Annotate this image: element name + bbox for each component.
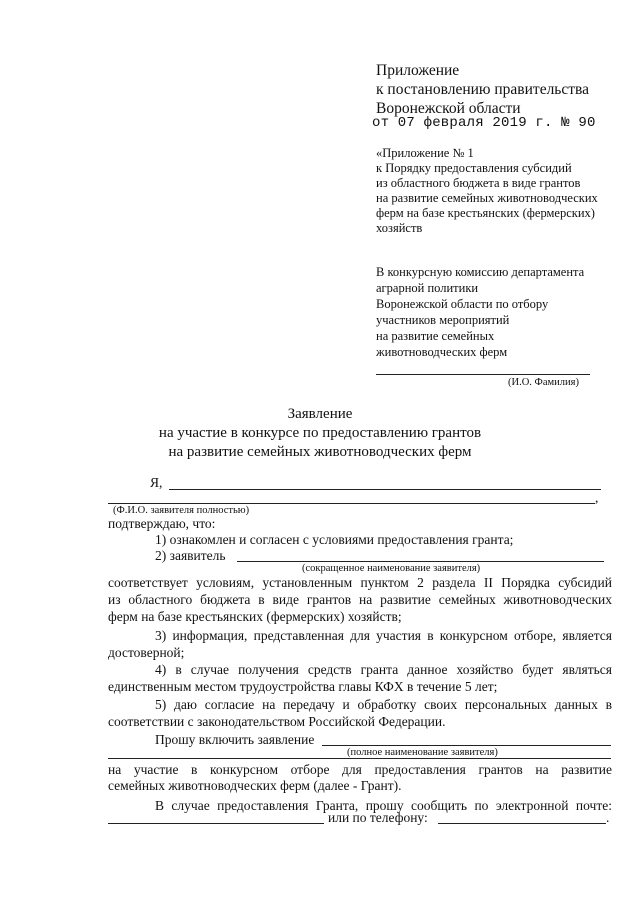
annex-label: Приложение: [376, 62, 460, 79]
annex-line: к Порядку предоставления субсидий: [376, 161, 572, 175]
annex-line: хозяйств: [376, 221, 423, 235]
point-2-text: ферм на базе крестьянских (фермерских) хозяйств;: [108, 609, 402, 624]
addressee-line: участников мероприятий: [376, 313, 510, 327]
point-1: 1) ознакомлен и согласен с условиями предоставления гранта;: [155, 532, 514, 547]
region-name: Воронежской области: [376, 100, 521, 117]
annex-line: на развитие семейных животноводческих: [376, 191, 598, 205]
applicant-name-field[interactable]: [169, 489, 601, 490]
period: .: [606, 810, 610, 825]
point-2-text: из областного бюджета в виде грантов на развитие семейных животноводческих: [108, 592, 612, 607]
document-subtitle: на участие в конкурсе по предоставлению грантов: [158, 425, 482, 441]
ya-label: Я,: [150, 475, 163, 490]
short-name-caption: (сокращенное наименование заявителя): [302, 563, 481, 574]
point-4-text: 4) в случае получения средств гранта данное хозяйство будет являться: [155, 662, 612, 677]
grant-case-text: В случае предоставления Гранта, прошу сообщить по электронной почте:: [155, 798, 612, 813]
point-3-text: 3) информация, представленная для участия в конкурсном отборе, является: [155, 628, 612, 643]
annex-line: из областного бюджета в виде грантов: [376, 176, 581, 190]
participation-text: на участие в конкурсном отборе для предоставления грантов на развитие: [108, 762, 612, 777]
full-name-field-continuation[interactable]: [108, 758, 611, 759]
participation-text: семейных животноводческих ферм (далее - Грант).: [108, 778, 402, 793]
addressee-line: В конкурсную комиссию департамента: [376, 265, 585, 279]
or-phone-label: или по телефону:: [328, 810, 428, 825]
point-3-text: достоверной;: [108, 645, 185, 660]
point-4-text: единственным местом трудоустройства главы КФХ в течение 5 лет;: [108, 679, 498, 694]
signature-caption: (И.О. Фамилия): [508, 377, 579, 388]
request-text: Прошу включить заявление: [155, 732, 315, 747]
addressee-line: Воронежской области по отбору: [376, 297, 549, 311]
addressee-line: на развитие семейных: [376, 329, 495, 343]
point-2-text: соответствует условиям, установленным пунктом 2 раздела II Порядка субсидий: [108, 575, 612, 590]
document-title: Заявление: [287, 406, 353, 422]
signature-line[interactable]: [376, 374, 590, 375]
decree-reference: к постановлению правительства: [376, 81, 590, 98]
point-5-text: 5) даю согласие на передачу и обработку своих персональных данных в: [155, 697, 612, 712]
decree-date: от 07 февраля 2019 г. № 90: [372, 115, 596, 131]
point-5-text: соответствии с законодательством Российской Федерации.: [108, 714, 446, 729]
email-field[interactable]: [108, 823, 324, 824]
short-name-field[interactable]: [237, 561, 604, 562]
full-name-field[interactable]: [322, 745, 611, 746]
applicant-name-field-continuation[interactable]: [108, 503, 595, 504]
fio-caption: (Ф.И.О. заявителя полностью): [113, 505, 250, 516]
phone-field[interactable]: [438, 823, 606, 824]
confirm-text: подтверждаю, что:: [108, 516, 216, 531]
point-2-label: 2) заявитель: [155, 548, 226, 563]
full-name-caption: (полное наименование заявителя): [347, 747, 498, 758]
addressee-line: животноводческих ферм: [376, 345, 508, 359]
addressee-line: аграрной политики: [376, 281, 479, 295]
comma: ,: [595, 490, 599, 505]
annex-line: «Приложение № 1: [376, 146, 474, 160]
annex-line: ферм на базе крестьянских (фермерских): [376, 206, 595, 220]
document-subtitle: на развитие семейных животноводческих ферм: [168, 444, 472, 460]
